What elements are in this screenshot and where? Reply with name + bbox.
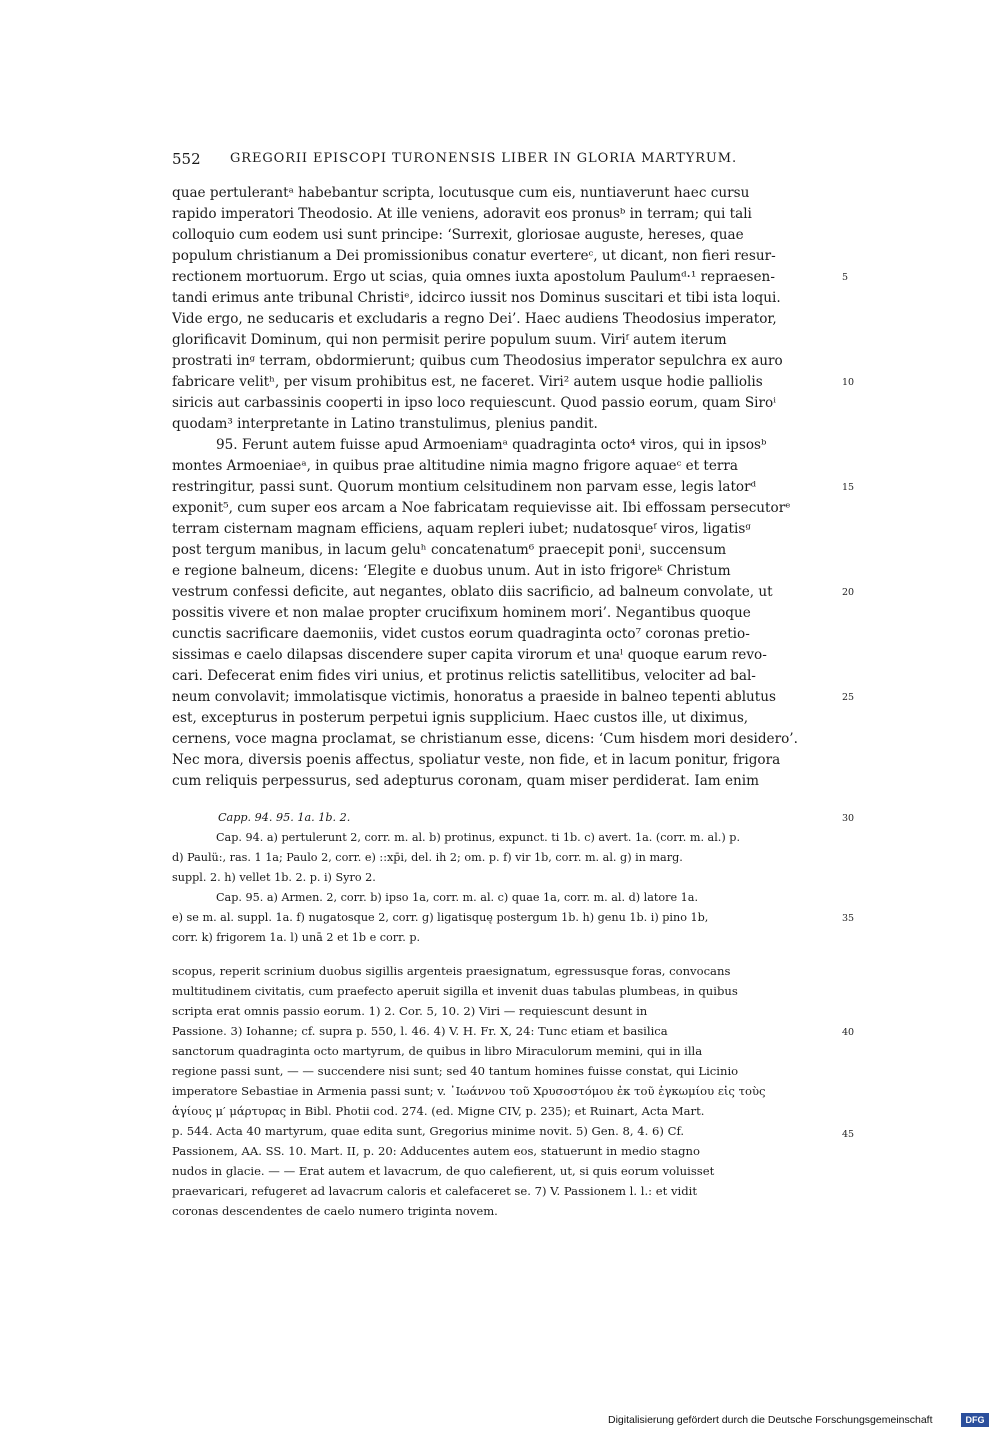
text-line: exponit⁵, cum super eos arcam a Noe fabricatam requievisse ait. Ibi effossam persecutorᵉ: [172, 500, 791, 516]
note-line: imperatore Sebastiae in Armenia passi sunt; v. ᾿Ιωάννου τοῦ Χρυσοστόμου ἐκ τοῦ ἐγκωμίου εἰς τοὺς: [172, 1084, 766, 1098]
dfg-logo: DFG: [961, 1413, 989, 1427]
note-line: sanctorum quadraginta octo martyrum, de quibus in libro Miraculorum memini, qui in illa: [172, 1044, 703, 1058]
line-number: 25: [842, 692, 855, 703]
text-line: vestrum confessi deficite, aut negantes, oblato diis sacrificio, ad balneum convolate, ut: [172, 584, 773, 600]
text-line: rapido imperatori Theodosio. At ille veniens, adoravit eos pronusᵇ in terram; qui tali: [172, 206, 752, 222]
note-line: scripta erat omnis passio eorum. 1) 2. Cor. 5, 10. 2) Viri — requiescunt desunt in: [172, 1004, 648, 1018]
text-line: cernens, voce magna proclamat, se christianum esse, dicens: ‘Cum hisdem mori desidero’.: [172, 731, 798, 747]
digitization-credit: Digitalisierung gefördert durch die Deutsche Forschungsgemeinschaft: [608, 1414, 933, 1426]
note-line: regione passi sunt, — — succendere nisi sunt; sed 40 tantum homines fuisse constat, qui Licinio: [172, 1064, 739, 1078]
text-line: cum reliquis perpessurus, sed adepturus coronam, quam miser perdiderat. Iam enim: [172, 773, 760, 789]
apparatus-line: d) Paulü:, ras. 1 1a; Paulo 2, corr. e) ::xp̄i, del. ih 2; om. p. f) vir 1b, corr. m. al. g) in marg.: [172, 851, 683, 864]
text-line: siricis aut carbassinis cooperti in ipso loco requiescunt. Quod passio eorum, quam Siroⁱ: [172, 395, 776, 411]
text-line: colloquio cum eodem usi sunt principe: ‘Surrexit, gloriosae auguste, hereses, quae: [172, 227, 744, 243]
page-header: [172, 150, 796, 172]
text-line: quodam³ interpretante in Latino transtulimus, plenius pandit.: [172, 416, 598, 432]
text-line: quae pertulerantᵃ habebantur scripta, locutusque cum eis, nuntiaverunt haec cursu: [172, 185, 750, 201]
text-line: cunctis sacrificare daemoniis, videt custos eorum quadraginta octo⁷ coronas pretio-: [172, 626, 750, 642]
note-line: multitudinem civitatis, cum praefecto aperuit sigilla et invenit duas tabulas plumbeas, in quibus: [172, 984, 738, 998]
text-line: glorificavit Dominum, qui non permisit perire populum suum. Viriᶠ autem iterum: [172, 332, 727, 348]
apparatus-line: Cap. 94. a) pertulerunt 2, corr. m. al. b) protinus, expunct. ti 1b. c) avert. 1a. (corr. m. al.) p.: [216, 831, 740, 844]
note-line: Passionem, AA. SS. 10. Mart. II, p. 20: Adducentes autem eos, statuerunt in medio stagno: [172, 1144, 700, 1158]
text-line: possitis vivere et non malae propter crucifixum hominem mori’. Negantibus quoque: [172, 605, 751, 621]
text-line: est, excepturus in posterum perpetui ignis supplicium. Haec custos ille, ut diximus,: [172, 710, 749, 726]
note-line: Passione. 3) Iohanne; cf. supra p. 550, l. 46. 4) V. H. Fr. X, 24: Tunc etiam et basilica: [172, 1024, 668, 1038]
text-line: sissimas e caelo dilapsas discendere super capita virorum et unaˡ quoque earum revo-: [172, 647, 767, 663]
note-line: coronas descendentes de caelo numero triginta novem.: [172, 1204, 498, 1218]
line-number: 30: [842, 813, 855, 824]
note-line: praevaricari, refugeret ad lavacrum caloris et calefaceret se. 7) V. Passionem l. l.: et vidit: [172, 1184, 697, 1198]
text-line: terram cisternam magnam efficiens, aquam repleri iubet; nudatosqueᶠ viros, ligatisᵍ: [172, 521, 751, 537]
text-line: populum christianum a Dei promissionibus conatur evertereᶜ, ut dicant, non fieri resur-: [172, 248, 776, 264]
running-title: GREGORII EPISCOPI TURONENSIS LIBER IN GLORIA MARTYRUM.: [230, 151, 737, 166]
text-line: post tergum manibus, in lacum geluʰ concatenatum⁶ praecepit poniⁱ, succensum: [172, 542, 727, 558]
note-line: p. 544. Acta 40 martyrum, quae edita sunt, Gregorius minime novit. 5) Gen. 8, 4. 6) Cf.: [172, 1124, 685, 1138]
apparatus-line: corr. k) frigorem 1a. l) unā 2 et 1b e corr. p.: [172, 931, 421, 944]
text-line: rectionem mortuorum. Ergo ut scias, quia omnes iuxta apostolum Paulumᵈ·¹ repraesen-: [172, 269, 775, 285]
line-number: 40: [842, 1027, 855, 1038]
line-number: 20: [842, 587, 855, 598]
text-line: Nec mora, diversis poenis affectus, spoliatur veste, non fide, et in lacum ponitur, frigora: [172, 752, 781, 768]
text-line: neum convolavit; immolatisque victimis, honoratus a praeside in balneo tepenti ablutus: [172, 689, 776, 705]
text-line: cari. Defecerat enim fides viri unius, et protinus relictis satellitibus, velociter ad bal-: [172, 668, 756, 684]
apparatus-line: Cap. 95. a) Armen. 2, corr. b) ipso 1a, corr. m. al. c) quae 1a, corr. m. al. d) latore 1a.: [216, 891, 699, 904]
line-number: 5: [842, 272, 849, 283]
apparatus-line: suppl. 2. h) vellet 1b. 2. p. i) Syro 2.: [172, 871, 376, 884]
note-line: scopus, reperit scrinium duobus sigillis argenteis praesignatum, egressusque foras, convocans: [172, 964, 731, 978]
text-line: Vide ergo, ne seducaris et excludaris a regno Dei’. Haec audiens Theodosius imperator,: [172, 311, 777, 327]
apparatus-line: e) se m. al. suppl. 1a. f) nugatosque 2, corr. g) ligatisquę postergum 1b. h) genu 1b. i) pino 1b,: [172, 911, 709, 924]
apparatus-line: Capp. 94. 95. 1a. 1b. 2.: [218, 811, 351, 824]
text-line: restringitur, passi sunt. Quorum montium celsitudinem non parvam esse, legis latorᵈ: [172, 479, 757, 495]
text-line: 95. Ferunt autem fuisse apud Armoeniamᵃ quadraginta octo⁴ viros, qui in ipsosᵇ: [216, 437, 767, 453]
note-line: ἁγίους μ′ μάρτυρας in Bibl. Photii cod. 274. (ed. Migne CIV, p. 235); et Ruinart, Acta Mart.: [172, 1104, 705, 1118]
text-line: montes Armoeniaeᵃ, in quibus prae altitudine nimia magno frigore aquaeᶜ et terra: [172, 458, 739, 474]
page-number: 552: [172, 150, 201, 168]
line-number: 35: [842, 913, 855, 924]
text-line: e regione balneum, dicens: ‘Elegite e duobus unum. Aut in isto frigoreᵏ Christum: [172, 563, 731, 579]
note-line: nudos in glacie. — — Erat autem et lavacrum, de quo calefierent, ut, si quis eorum voluisset: [172, 1164, 715, 1178]
text-line: prostrati inᵍ terram, obdormierunt; quibus cum Theodosius imperator sepulchra ex auro: [172, 353, 783, 369]
line-number: 15: [842, 482, 855, 493]
line-number: 10: [842, 377, 855, 388]
line-number: 45: [842, 1129, 855, 1140]
text-line: fabricare velitʰ, per visum prohibitus est, ne faceret. Viri² autem usque hodie palliolis: [172, 374, 763, 390]
text-line: tandi erimus ante tribunal Christiᵉ, idcirco iussit nos Dominus suscitari et tibi ista loqui.: [172, 290, 781, 306]
